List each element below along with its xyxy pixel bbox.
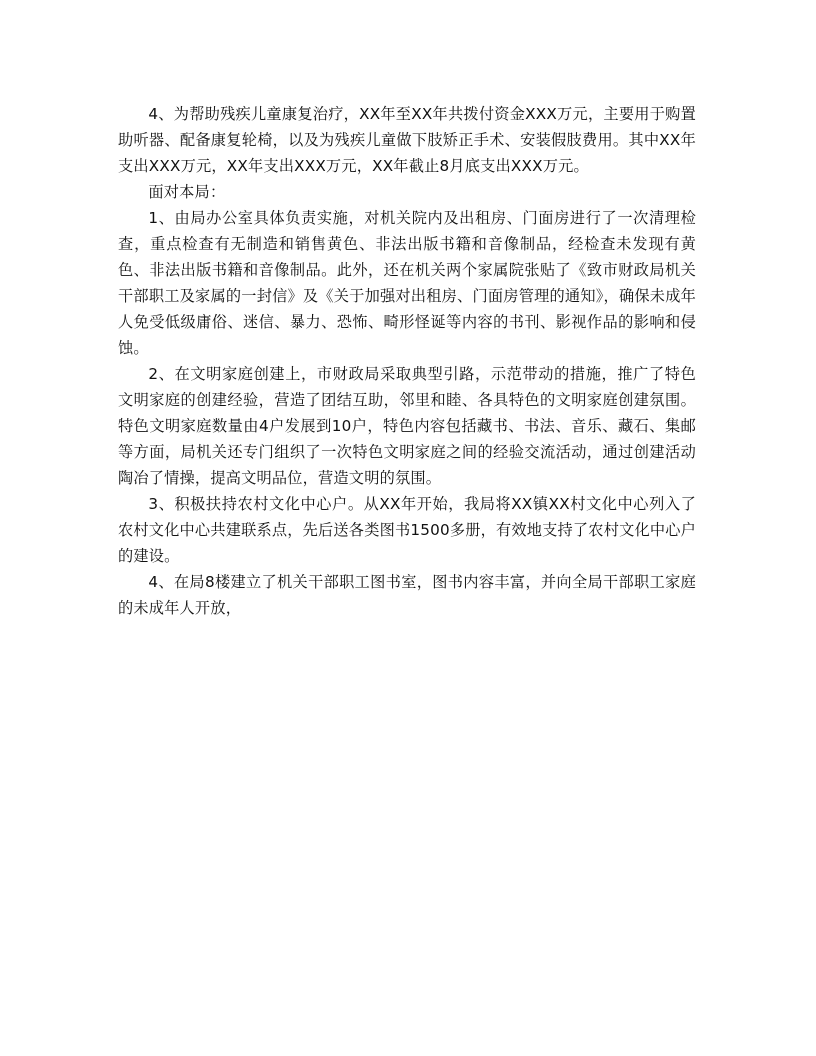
paragraph-inspection: 1、由局办公室具体负责实施，对机关院内及出租房、门面房进行了一次清理检查，重点检查有无制造和销售黄色、非法出版书籍和音像制品，经检查未发现有黄色、非法出版书籍和音像制品。此外，还在机关两个家属院张贴了《致市财政局机关干部职工及家属的一封信》及《关于加强对出租房、门面房管理的通知》，确保未成年人免受低级庸俗、迷信、暴力、恐怖、畸形怪诞等内容的书刊、影视作品的影响和侵蚀。	[118, 209, 696, 357]
paragraph-rural-culture: 3、积极扶持农村文化中心户。从XX年开始，我局将XX镇XX村文化中心列入了农村文化中心共建联系点，先后送各类图书1500多册，有效地支持了农村文化中心户的建设。	[118, 495, 697, 565]
paragraph-disabled-children-funding: 4、为帮助残疾儿童康复治疗，XX年至XX年共拨付资金XXX万元，主要用于购置助听器、配备康复轮椅，以及为残疾儿童做下肢矫正手术、安装假肢费用。其中XX年支出XXX万元，XX年支出XXX万元，XX年截止8月底支出XXX万元。	[118, 105, 696, 175]
paragraph-library: 4、在局8楼建立了机关干部职工图书室，图书内容丰富，并向全局干部职工家庭的未成年人开放，	[118, 573, 696, 617]
paragraph-section-heading: 面对本局：	[148, 183, 226, 201]
document-body	[118, 101, 696, 621]
paragraph-civilized-family: 2、在文明家庭创建上，市财政局采取典型引路，示范带动的措施，推广了特色文明家庭的创建经验，营造了团结互助，邻里和睦、各具特色的文明家庭创建氛围。特色文明家庭数量由4户发展到10户，特色内容包括藏书、书法、音乐、藏石、集邮等方面，局机关还专门组织了一次特色文明家庭之间的经验交流活动，通过创建活动陶冶了情操，提高文明品位，营造文明的氛围。	[118, 365, 696, 487]
